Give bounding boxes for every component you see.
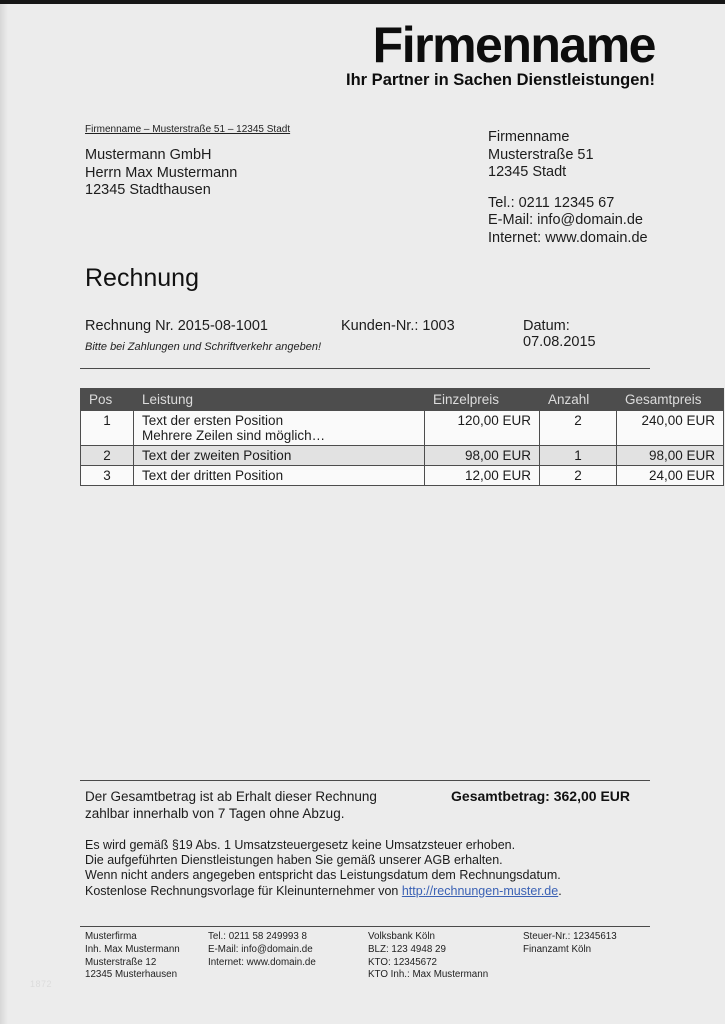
footer-info-columns [85,931,640,982]
cell-pos: 3 [81,466,134,486]
table-row [81,466,724,486]
address-spacer [488,182,648,195]
footer-owner: Inh. Max Mustermann [85,943,180,955]
legal-notes-block [85,838,562,899]
footer-website: Internet: www.domain.de [208,956,316,968]
invoice-number: Rechnung Nr. 2015-08-1001 [85,318,268,334]
cell-pos: 1 [81,411,134,446]
cell-gesamtpreis: 98,00 EUR [617,446,724,466]
divider-above-table [80,368,650,369]
cell-anzahl: 2 [540,411,617,446]
header-gesamtpreis: Gesamtpreis [617,389,724,411]
customer-number: Kunden-Nr.: 1003 [341,318,455,334]
company-phone: Tel.: 0211 12345 67 [488,194,615,211]
footer-tax-column [523,931,640,982]
payment-terms-line-1: Der Gesamtbetrag ist ab Erhalt dieser Rechnung [85,789,377,804]
note-credit-suffix: . [558,883,562,898]
leistung-line-2: Mehrere Zeilen sind möglich… [142,428,326,443]
table-header-row [81,389,724,411]
line-items-table [80,388,724,486]
note-agb: Die aufgeführten Dienstleistungen haben Sie gemäß unserer AGB erhalten. [85,853,503,868]
footer-street: Musterstraße 12 [85,956,157,968]
recipient-contact-person: Herrn Max Mustermann [85,164,238,181]
divider-above-summary [80,780,650,781]
note-service-date: Wenn nicht anders angegeben entspricht das Leistungsdatum dem Rechnungsdatum. [85,868,561,883]
header-leistung: Leistung [134,389,425,411]
cell-leistung: Text der dritten Position [134,466,425,486]
cell-anzahl: 1 [540,446,617,466]
company-address-block [488,129,648,247]
footer-bank-account: KTO: 12345672 [368,956,437,968]
template-source-link[interactable]: http://rechnungen-muster.de [401,883,559,898]
company-city: 12345 Stadt [488,164,567,180]
footer-city: 12345 Musterhausen [85,969,178,981]
company-name: Firmenname [488,129,570,145]
footer-tax-office: Finanzamt Köln [523,943,592,955]
recipient-name: Mustermann GmbH [85,147,212,163]
company-email: E-Mail: info@domain.de [488,212,643,228]
grand-total: Gesamtbetrag: 362,00 EUR [451,788,630,804]
header-pos: Pos [81,389,134,411]
payment-terms-line-2: zahlbar innerhalb von 7 Tagen ohne Abzug. [85,806,345,821]
cell-anzahl: 2 [540,466,617,486]
cell-gesamtpreis: 240,00 EUR [617,411,724,446]
table-row [81,446,724,466]
document-title: Rechnung [85,264,199,292]
footer-company-name: Musterfirma [85,931,137,942]
header-anzahl: Anzahl [540,389,617,411]
company-tagline: Ihr Partner in Sachen Dienstleistungen! [346,71,655,89]
divider-above-footer [80,926,650,927]
header-einzelpreis: Einzelpreis [425,389,540,411]
footer-bank-blz: BLZ: 123 4948 29 [368,943,446,955]
note-tax-exemption: Es wird gemäß §19 Abs. 1 Umsatzsteuergesetz keine Umsatzsteuer erhoben. [85,838,516,852]
cell-einzelpreis: 12,00 EUR [425,466,540,486]
recipient-address-block [85,147,237,200]
table-row [81,411,724,446]
footer-company-column [85,931,208,982]
note-template-credit [85,884,562,899]
cell-gesamtpreis: 24,00 EUR [617,466,724,486]
footer-bank-name: Volksbank Köln [368,931,435,942]
invoice-date: Datum: 07.08.2015 [523,318,596,350]
cell-leistung: Text der zweiten Position [134,446,425,466]
company-street: Musterstraße 51 [488,146,594,163]
company-logo-text: Firmenname [372,17,655,73]
footer-bank-column [368,931,523,982]
sender-return-address: Firmenname – Musterstraße 51 – 12345 Stadt [85,124,291,135]
footer-phone: Tel.: 0211 58 249993 8 [208,931,307,942]
scan-edge-top [0,0,725,4]
footer-bank-holder: KTO Inh.: Max Mustermann [368,969,489,981]
company-logo-block [346,17,655,90]
note-credit-prefix: Kostenlose Rechnungsvorlage für Kleinunternehmer von [85,883,402,898]
page-watermark: 1872 [30,979,53,989]
payment-reference-note: Bitte bei Zahlungen und Schriftverkehr angeben! [85,341,322,353]
recipient-city: 12345 Stadthausen [85,182,211,198]
footer-contact-column [208,931,368,982]
cell-leistung [134,411,425,446]
payment-terms [85,788,377,822]
footer-email: E-Mail: info@domain.de [208,943,313,955]
footer-tax-number: Steuer-Nr.: 12345613 [523,931,617,942]
cell-pos: 2 [81,446,134,466]
company-website: Internet: www.domain.de [488,229,648,246]
cell-einzelpreis: 120,00 EUR [425,411,540,446]
leistung-line-1: Text der ersten Position [142,413,284,428]
cell-einzelpreis: 98,00 EUR [425,446,540,466]
